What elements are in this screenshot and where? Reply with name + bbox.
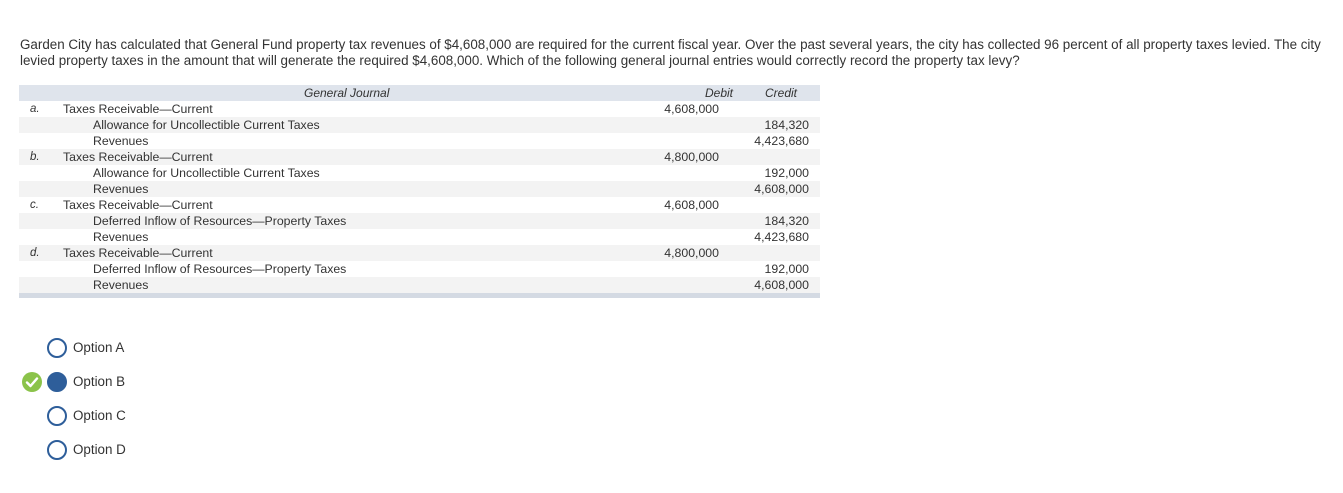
- option-d-radio[interactable]: [47, 440, 67, 460]
- account-name: Revenues: [93, 134, 149, 148]
- journal-row: [19, 149, 820, 165]
- account-name: Taxes Receivable—Current: [63, 198, 213, 212]
- journal-row: [19, 165, 820, 181]
- journal-row: [19, 181, 820, 197]
- option-c-label[interactable]: Option C: [73, 408, 126, 423]
- journal-row: [19, 261, 820, 277]
- account-name: Deferred Inflow of Resources—Property Taxes: [93, 214, 347, 228]
- option-d-label[interactable]: Option D: [73, 442, 126, 457]
- header-general-journal: General Journal: [304, 86, 390, 100]
- debit-amount: 4,608,000: [664, 102, 719, 116]
- general-journal-table: [19, 85, 820, 298]
- journal-row: [19, 133, 820, 149]
- credit-amount: 4,423,680: [754, 230, 809, 244]
- journal-row: [19, 277, 820, 293]
- option-a-radio[interactable]: [47, 338, 67, 358]
- credit-amount: 184,320: [764, 118, 809, 132]
- journal-row: [19, 229, 820, 245]
- account-name: Allowance for Uncollectible Current Taxes: [93, 118, 320, 132]
- entry-letter: d.: [30, 247, 40, 259]
- option-b[interactable]: [20, 370, 320, 404]
- credit-amount: 192,000: [764, 166, 809, 180]
- option-d[interactable]: [20, 438, 320, 472]
- option-b-radio[interactable]: [47, 372, 67, 392]
- debit-amount: 4,800,000: [664, 246, 719, 260]
- credit-amount: 192,000: [764, 262, 809, 276]
- account-name: Deferred Inflow of Resources—Property Taxes: [93, 262, 347, 276]
- option-a[interactable]: [20, 336, 320, 370]
- credit-amount: 4,423,680: [754, 134, 809, 148]
- entry-letter: c.: [30, 199, 39, 211]
- debit-amount: 4,800,000: [664, 150, 719, 164]
- journal-row: [19, 101, 820, 117]
- question-text: Garden City has calculated that General Fund property tax revenues of $4,608,000 are required for the current fiscal year. Over the past several years, the city has collected 96 percent of all property taxes levied. The city levied property taxes in the amount that will generate the required $4,608,000. Which of the following general journal entries would correctly record the property tax levy?: [20, 37, 1321, 68]
- account-name: Revenues: [93, 230, 149, 244]
- option-c[interactable]: [20, 404, 320, 438]
- journal-footer-bar: [19, 293, 820, 298]
- account-name: Revenues: [93, 278, 149, 292]
- header-credit: Credit: [764, 86, 797, 100]
- entry-letter: a.: [30, 103, 40, 115]
- answer-options: [20, 336, 320, 472]
- checkmark-icon: [22, 372, 42, 392]
- credit-amount: 4,608,000: [754, 182, 809, 196]
- journal-header: [19, 85, 820, 101]
- credit-amount: 184,320: [764, 214, 809, 228]
- journal-row: [19, 213, 820, 229]
- account-name: Revenues: [93, 182, 149, 196]
- account-name: Taxes Receivable—Current: [63, 102, 213, 116]
- header-debit: Debit: [704, 86, 733, 100]
- entry-letter: b.: [30, 151, 40, 163]
- option-b-label[interactable]: Option B: [73, 374, 126, 389]
- journal-row: [19, 245, 820, 261]
- journal-row: [19, 197, 820, 213]
- journal-row: [19, 117, 820, 133]
- credit-amount: 4,608,000: [754, 278, 809, 292]
- option-c-radio[interactable]: [47, 406, 67, 426]
- option-a-label[interactable]: Option A: [73, 340, 125, 355]
- account-name: Allowance for Uncollectible Current Taxes: [93, 166, 320, 180]
- account-name: Taxes Receivable—Current: [63, 150, 213, 164]
- account-name: Taxes Receivable—Current: [63, 246, 213, 260]
- debit-amount: 4,608,000: [664, 198, 719, 212]
